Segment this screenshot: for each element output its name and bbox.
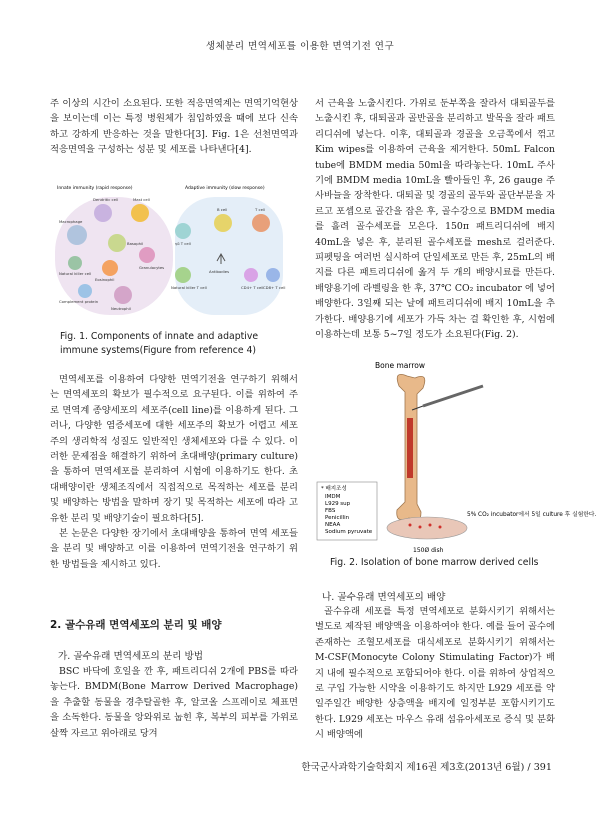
fig1-caption: Fig. 1. Components of innate and adaptive immune systems(Figure from reference 4): [60, 331, 259, 356]
marrow-cavity: [407, 418, 413, 478]
page-footer: 한국군사과학기술학회지 제16권 제3호(2013년 6월) / 391: [301, 762, 552, 773]
col1-top-paragraph: 주 이상의 시간이 소요된다. 또한 적응면역계는 면역기억현상을 보이는데 이는 특정 병원체가 침입하였을 때에 보다 신속하고 강하게 반응하는 것을 말한다[3]. Fig. 1은 선천면역과 적응면역을 구성하는 성분 및 세포를 나타낸다[4].: [50, 98, 298, 156]
media-title: * 배지조성: [321, 486, 347, 492]
basophil-shape: [108, 234, 126, 252]
label-nkt: Natural killer T cell: [171, 285, 207, 290]
media-item: NEAA: [325, 522, 341, 528]
adaptive-region: [175, 197, 286, 315]
label-basophil: Basophil: [127, 241, 144, 246]
label-antibodies: Antibodies: [209, 269, 230, 274]
media-item: IMDM: [325, 494, 341, 500]
innate-title: Innate immunity (rapid response): [57, 186, 133, 191]
syringe-body: [423, 386, 483, 406]
bone-marrow-label: Bone marrow: [375, 361, 425, 370]
nk-cell-shape: [68, 256, 82, 270]
section-2-title: 2. 골수유래 면역세포의 분리 및 배양: [50, 619, 222, 631]
dish-label: 150Ø dish: [413, 547, 444, 554]
petri-dish: [387, 517, 467, 539]
neutrophil-shape: [114, 286, 132, 304]
dendritic-cell-shape: [94, 204, 112, 222]
label-dendritic: Dendritic cell: [93, 197, 119, 202]
label-cd8: CD8+ T cell: [263, 285, 286, 290]
macrophage-shape: [67, 225, 87, 245]
media-item: Penicillin: [325, 515, 350, 521]
label-b-cell: B cell: [217, 207, 228, 212]
subsection-na-title: 나. 골수유래 면역세포의 배양: [322, 592, 446, 603]
label-complement: Complement protein: [59, 299, 99, 304]
media-item: Sodium pyruvate: [325, 529, 373, 535]
label-t-cell: T cell: [255, 207, 266, 212]
col1-body: [50, 372, 298, 572]
media-item: L929 sup: [325, 501, 351, 507]
paragraph-2: 본 논문은 다양한 장기에서 초대배양을 통하여 면역 세포들을 분리 및 배양하고 이를 이용하여 면역기전을 연구하기 위한 방법들을 제시하고 있다.: [50, 528, 298, 570]
label-mast: Mast cell: [133, 197, 150, 202]
nkt-cell-shape: [175, 267, 191, 283]
cd4-shape: [244, 268, 258, 282]
label-granulocytes: Granulocytes: [139, 265, 165, 270]
t-cell-shape: [252, 214, 270, 232]
eosinophil-shape: [102, 260, 118, 276]
running-header: 생체분리 면역세포를 이용한 면역기전 연구: [205, 41, 395, 52]
label-macrophage: Macrophage: [59, 219, 83, 224]
col1-bottom: BSC 바닥에 호일을 깐 후, 패트리디쉬 2개에 PBS를 따라 놓는다. BMDM(Bone Marrow Derived Macrophage)을 추출할 동물을 경추탈골한 후, 알코올 스프레이로 체표면을 소독한다. 동물을 앙와위로 눕힌 후, 복부의 피부를 가위로 살짝 자르고 위아래로 당겨: [50, 666, 298, 739]
col2-top: 서 근육을 노출시킨다. 가위로 둔부쪽을 잘라서 대퇴골두를 노출시킨 후, 대퇴골과 골반골을 분리하고 발목을 잘라 패트리디쉬에 넣는다. 이후, 대퇴골과 경골을 오금쪽에서 꺾고 Kim wipes를 이용하여 근육을 제거한다. 50mL Falcon tube에 BMDM media 50ml을 따라놓는다. 10mL 주사기에 BMDM media 10mL을 빨아들인 후, 26 gauge 주사바늘을 장착한다. 대퇴골 및 경골의 골두와 골단부분을 자르고 포셉으로 골간을 잡은 후, 골수강으로 BMDM media를 흘려 골수세포를 모은다. 150π 패트리디쉬에 배지 40mL을 넣은 후, 분리된 골수세포를 mesh로 걸러준다. 피펫팅을 여러번 실시하여 단일세포로 만든 후, 25mL의 배지를 다른 패트리디쉬에 옮겨 두 개의 배양시료를 만든다. 배양용기에 라벨링을 한 후, 37℃ CO₂ incubator 에 넣어 배양한다. 3일째 되는 날에 패트리디쉬에 배지 10mL을 추가한다. 배양용기에 세포가 가득 차는 걸 확인한 후, 시험에 이용하는데 보통 5~7일 정도가 소요된다(Fig. 2).: [315, 98, 555, 341]
b-cell-shape: [214, 214, 232, 232]
label-nk: Natural killer cell: [59, 271, 92, 276]
complement-shape: [78, 284, 92, 298]
bone-marrow-isolation-figure: [315, 358, 597, 558]
mast-cell-shape: [131, 204, 149, 222]
incubator-note: 5% CO₂ incubator에서 5일 culture 후 실험한다.: [467, 512, 597, 518]
gd-t-cell-shape: [175, 223, 191, 239]
col2-bottom: 골수유래 세포를 특정 면역세포로 분화시키기 위해서는 별도로 제작된 배양액을 이용하여야 한다. 예를 들어 골수에 존재하는 조혈모세포를 대식세포로 분화시키기 위해서는 M-CSF(Monocyte Colony Stimulating Factor)가 배지 내에 필수적으로 포함되어야 한다. 이를 위하여 상업적으로 구입 가능한 시약을 이용하기도 하지만 L929 세포를 약 일주일간 배양한 상층액을 배지에 일정부분 포함시키기도 한다. L929 세포는 마우스 유래 섬유아세포로 증식 및 분화시 배양액에: [315, 606, 555, 741]
label-neutrophil: Neutrophil: [111, 306, 131, 311]
immune-components-figure: [55, 183, 286, 318]
label-cd4: CD4+ T cell: [241, 285, 264, 290]
cd8-shape: [266, 268, 280, 282]
adaptive-title: Adaptive immunity (slow response): [185, 186, 265, 191]
granulocyte-shape: [139, 247, 155, 263]
label-eosinophil: Eosinophil: [95, 277, 115, 282]
innate-region: [55, 197, 173, 315]
paragraph-1: 면역세포를 이용하여 다양한 면역기전을 연구하기 위해서는 면역세포의 확보가 필수적으로 요구된다. 이를 위하여 주로 면역계 종양세포의 세포주(cell line)를 이용하게 된다. 그러나, 다양한 염증세포에 대한 세포주의 확보가 어렵고 세포주의 생리학적 성질도 일반적인 생체세포와 다를 수 있다. 이러한 문제점을 해결하기 위하여 초대배양(primary culture)을 통하여 면역세포를 분리하여 시험에 이용하기도 한다. 초대배양이란 생체조직에서 직접적으로 목적하는 세포를 분리 및 배양하는 방법을 말하며 장기 및 목적하는 세포에 따라 고유한 분리 및 배양기술이 필요하다[5].: [50, 374, 298, 524]
media-item: FBS: [325, 508, 336, 514]
fig2-caption: Fig. 2. Isolation of bone marrow derived cells: [330, 557, 539, 568]
label-gd-t: γδ T cell: [175, 241, 191, 246]
subsection-ga-title: 가. 골수유래 면역세포의 분리 방법: [58, 651, 203, 662]
